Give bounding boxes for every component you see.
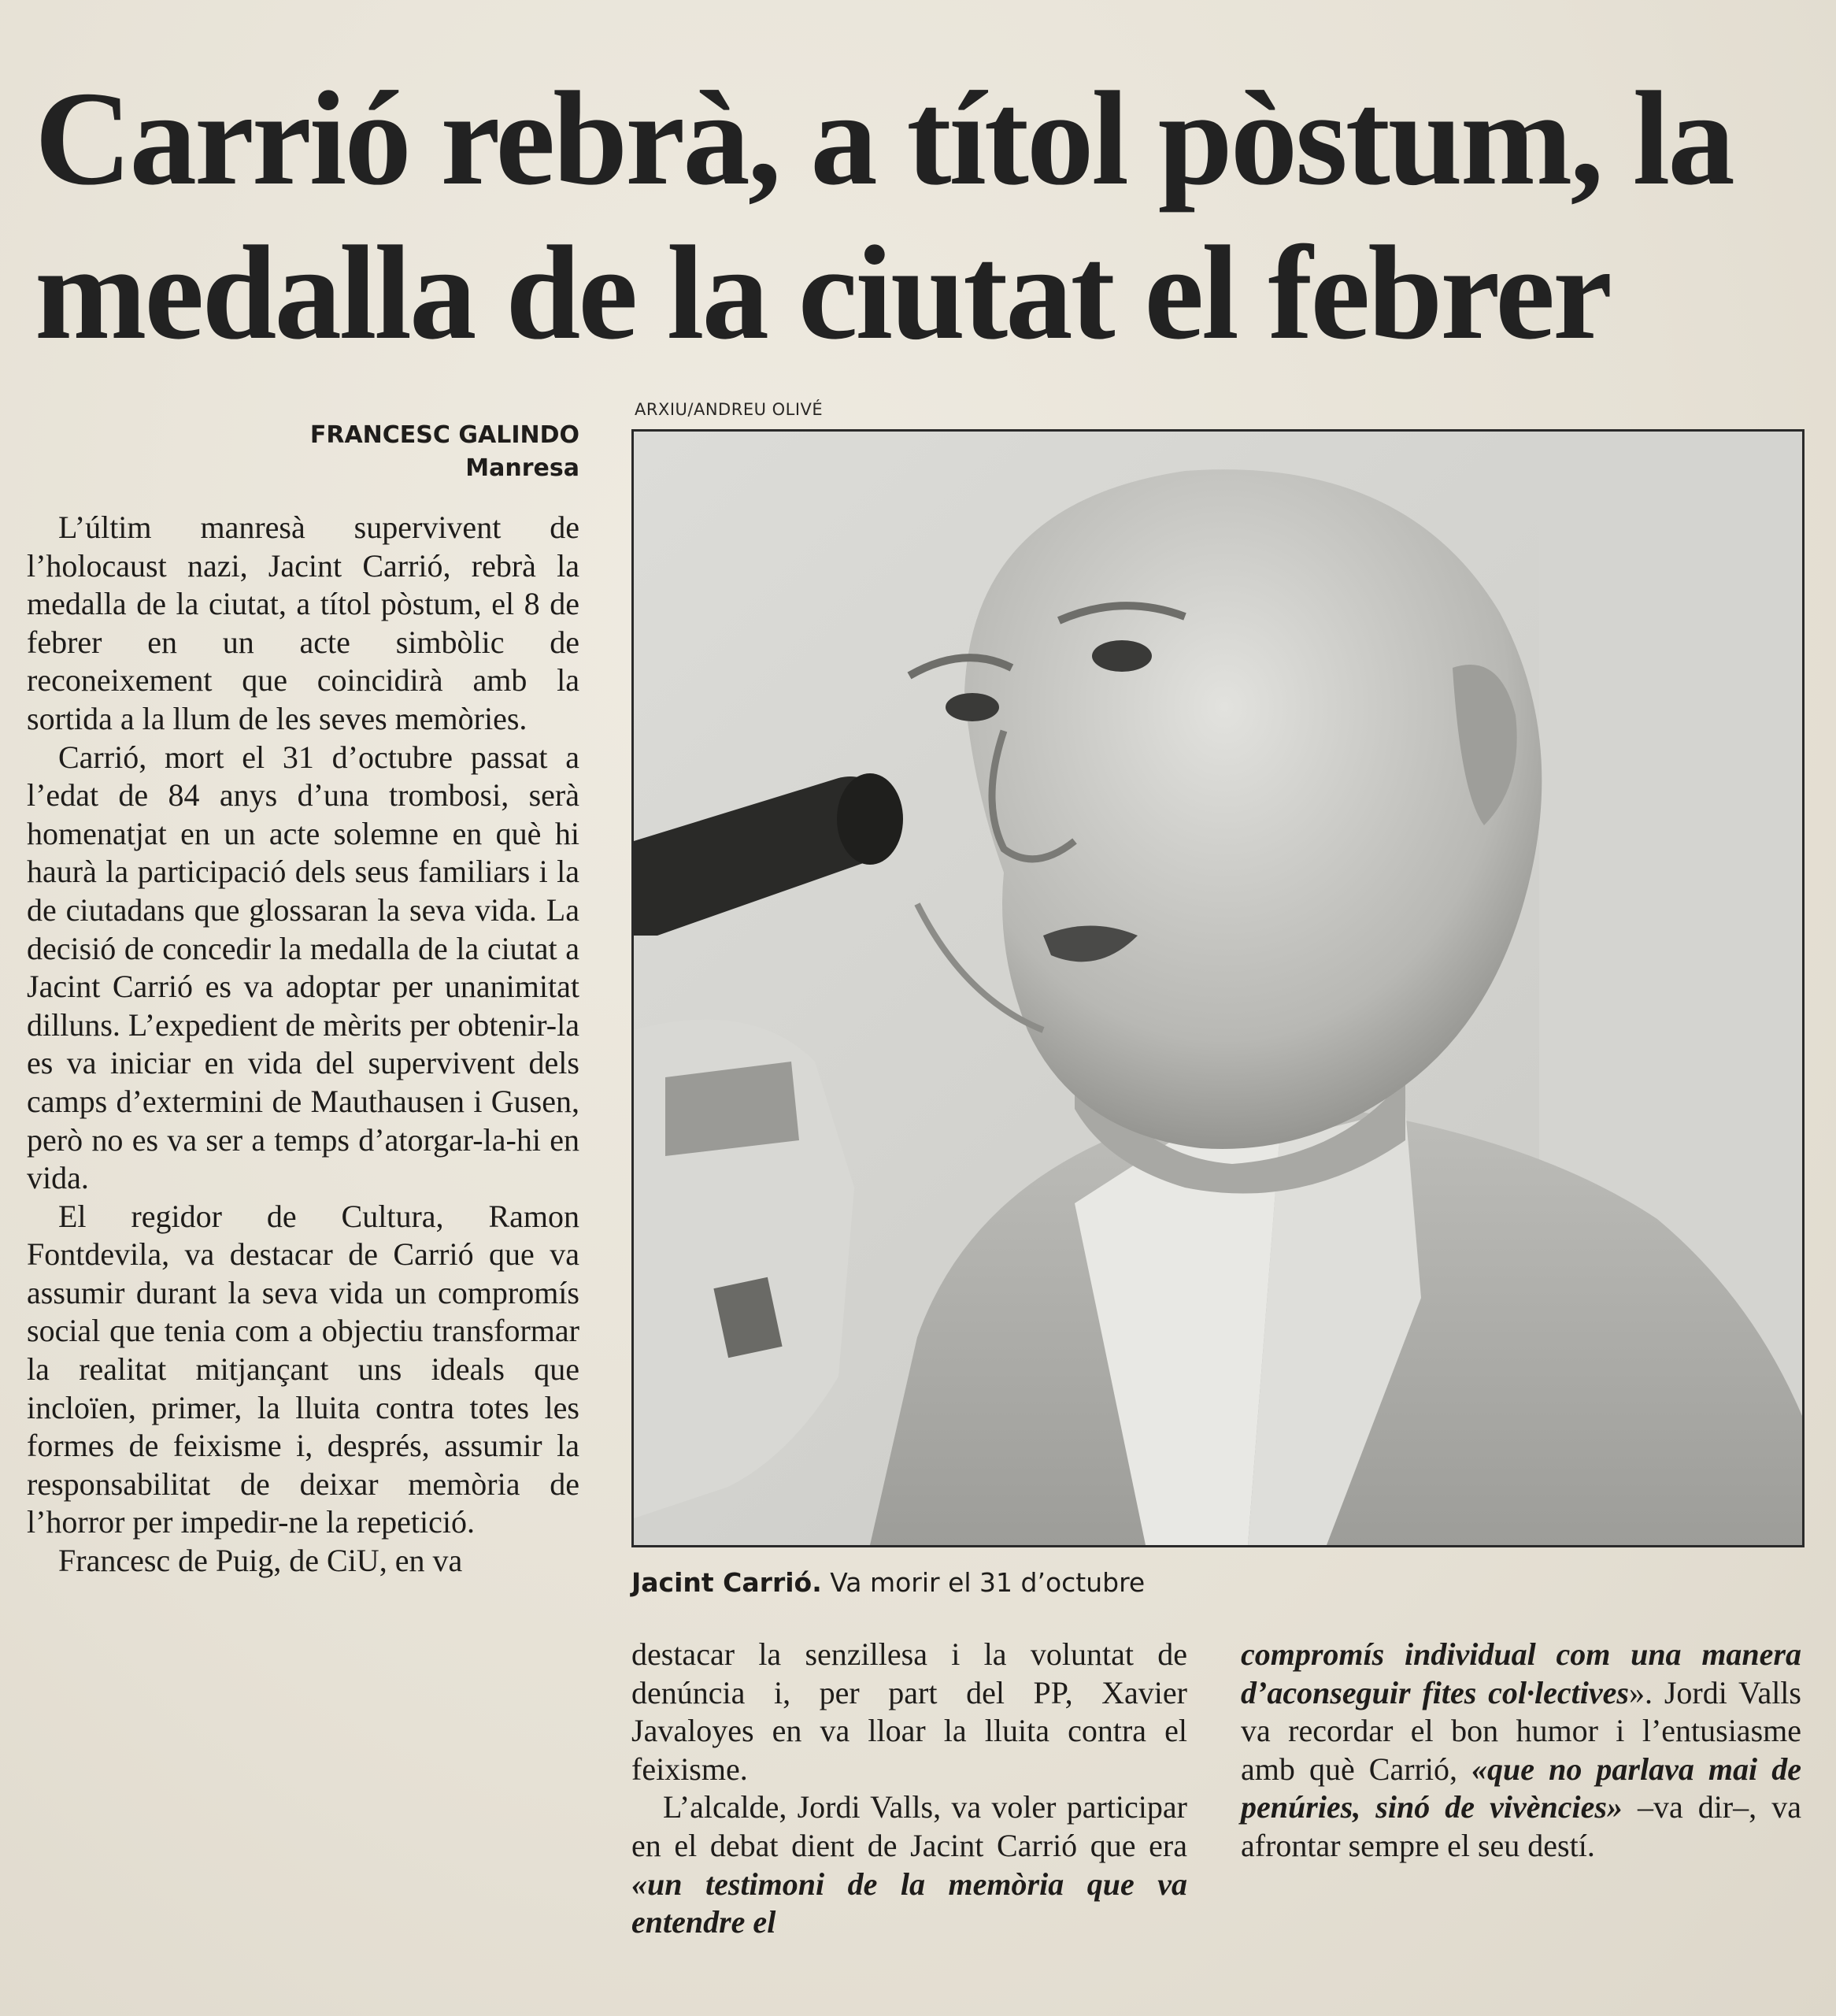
column-2 [631,1636,1187,1942]
quote-text: «que no parlava mai de penúries, sinó de vivències» [1241,1751,1801,1825]
column-3 [1241,1636,1801,1866]
caption-text: Va morir el 31 d’octubre [821,1567,1146,1598]
paragraph: L’últim manresà supervivent de l’holocaust nazi, Jacint Carrió, rebrà la medalla de la ciutat, a títol pòstum, el 8 de febrer en un acte simbòlic de reconeixement que coincidirà amb la sortida a la llum de les seves memòries. [27,510,579,736]
headline-line-1: Carrió rebrà, a títol pòstum, la [35,64,1733,213]
author-name: FRANCESC GALINDO [309,421,579,449]
paragraph [1241,1636,1801,1866]
dateline-location: Manresa [465,454,579,482]
byline [310,419,579,485]
paragraph-text: L’alcalde, Jordi Valls, va voler participar en el debat dient de Jacint Carrió que era [631,1789,1187,1863]
photo-credit: ARXIU/ANDREU OLIVÉ [635,400,824,419]
portrait-illustration [634,432,1802,1545]
portrait-photo [631,429,1805,1547]
quote-text: compromís individual com una manera d’aconseguir fites col·lectives [1241,1636,1801,1710]
caption-name: Jacint Carrió. [631,1567,822,1598]
paragraph-text: –va dir–, va afrontar sempre el seu destí. [1241,1789,1801,1863]
quote-text: «un testimoni de la memòria que va entendre el [631,1866,1187,1940]
photo-caption [631,1567,1145,1598]
paragraph: El regidor de Cultura, Ramon Fontdevila, va destacar de Carrió que va assumir durant la seva vida un compromís social que tenia com a objectiu transformar la realitat mitjançant uns ideals que incloïen, primer, la lluita contra totes les formes de feixisme i, després, assumir la responsabilitat de deixar memòria de l’horror per impedir-ne la repetició. [27,1198,579,1540]
headline-line-2: medalla de la ciutat el febrer [35,218,1611,367]
paragraph-text: ». Jordi Valls va recordar el bon humor i l’entusiasme amb què Carrió, [1241,1674,1801,1787]
paragraph: Carrió, mort el 31 d’octubre passat a l’edat de 84 anys d’una trombosi, serà homenatjat en un acte solemne en què hi haurà la participació dels seus familiars i la de ciutadans que glossaran la seva vida. La decisió de concedir la medalla de la ciutat a Jacint Carrió es va adoptar per unanimitat dilluns. L’expedient de mèrits per obtenir-la es va iniciar en vida del supervivent dels camps d’extermini de Mauthausen i Gusen, però no es va ser a temps d’atorgar-la-hi en vida. [27,739,579,1196]
headline [35,61,1814,370]
paragraph: destacar la senzillesa i la voluntat de denúncia i, per part del PP, Xavier Javaloyes en va lloar la lluita contra el feixisme. [631,1636,1187,1787]
column-1 [27,509,579,1581]
paragraph [631,1788,1187,1941]
paragraph: Francesc de Puig, de CiU, en va [58,1543,463,1579]
